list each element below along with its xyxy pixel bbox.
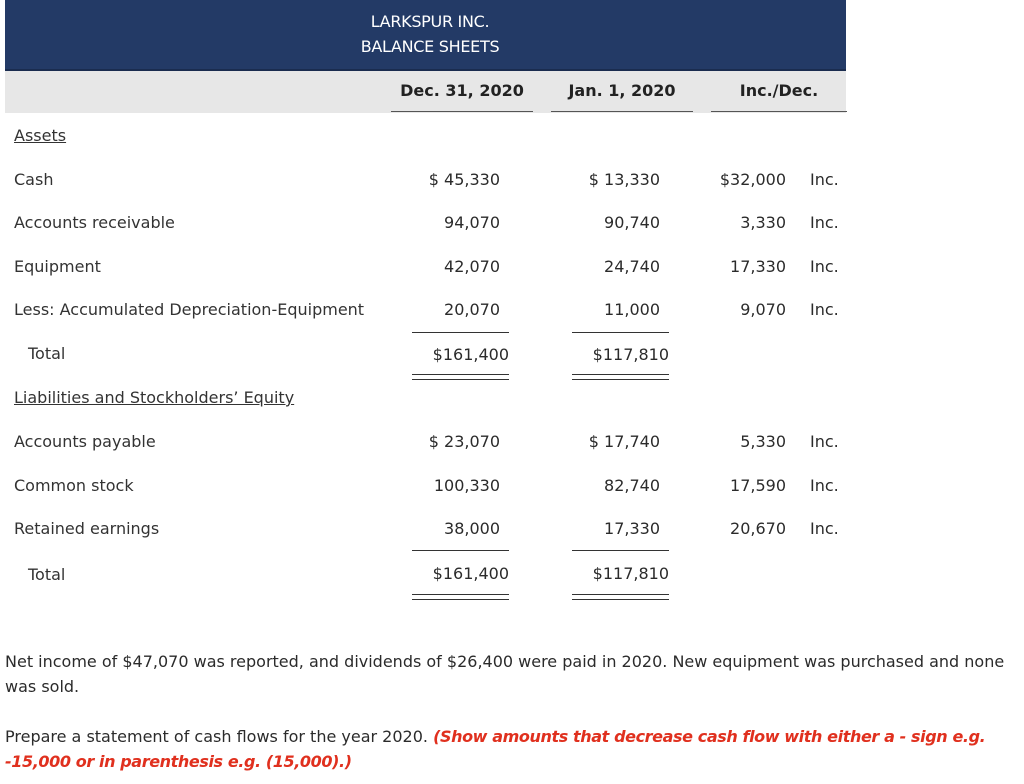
assets-heading: Assets bbox=[14, 126, 67, 145]
jan-1-total: $117,810 bbox=[572, 332, 669, 365]
column-header-jan-1: Jan. 1, 2020 bbox=[551, 71, 693, 112]
double-underline bbox=[412, 374, 509, 380]
change-value: 17,330 bbox=[730, 257, 786, 276]
dec-31-value: 100,330 bbox=[433, 476, 500, 495]
change-value: 3,330 bbox=[740, 213, 786, 232]
dec-31-value: 42,070 bbox=[444, 257, 500, 276]
jan-1-value: 24,740 bbox=[604, 257, 660, 276]
row-label: Equipment bbox=[14, 257, 101, 276]
change-value: $32,000 bbox=[719, 170, 786, 189]
jan-1-value: 90,740 bbox=[604, 213, 660, 232]
row-label: Less: Accumulated Depreciation-Equipment bbox=[14, 300, 365, 319]
total-label: Total bbox=[28, 344, 66, 363]
change-value: 5,330 bbox=[740, 432, 786, 451]
dec-31-value: 38,000 bbox=[444, 519, 500, 538]
liabilities-heading: Liabilities and Stockholders’ Equity bbox=[14, 388, 295, 407]
double-underline bbox=[572, 594, 669, 600]
column-header-dec-31: Dec. 31, 2020 bbox=[391, 71, 533, 112]
balance-sheet-banner bbox=[5, 0, 846, 71]
row-label: Cash bbox=[14, 170, 54, 189]
jan-1-value: $ 13,330 bbox=[588, 170, 660, 189]
dec-31-total: $161,400 bbox=[412, 550, 509, 584]
company-name: LARKSPUR INC. bbox=[370, 12, 490, 31]
double-underline bbox=[572, 374, 669, 380]
problem-note: Net income of $47,070 was reported, and dividends of $26,400 were paid in 2020. New equipment was purchased and none was sold. bbox=[5, 652, 1005, 696]
change-direction: Inc. bbox=[810, 476, 839, 495]
row-label: Accounts receivable bbox=[14, 213, 175, 232]
change-direction: Inc. bbox=[810, 257, 839, 276]
dec-31-value: $ 23,070 bbox=[428, 432, 500, 451]
change-direction: Inc. bbox=[810, 300, 839, 319]
change-direction: Inc. bbox=[810, 213, 839, 232]
dec-31-value: 94,070 bbox=[444, 213, 500, 232]
change-value: 20,670 bbox=[730, 519, 786, 538]
total-label: Total bbox=[28, 565, 66, 584]
instruction bbox=[5, 724, 1020, 774]
dec-31-value: 20,070 bbox=[444, 300, 500, 319]
dec-31-value: $ 45,330 bbox=[428, 170, 500, 189]
jan-1-value: 11,000 bbox=[604, 300, 660, 319]
instruction-text: Prepare a statement of cash flows for the year 2020. bbox=[5, 727, 428, 746]
change-direction: Inc. bbox=[810, 170, 839, 189]
jan-1-value: 82,740 bbox=[604, 476, 660, 495]
row-label: Accounts payable bbox=[14, 432, 156, 451]
instruction-hint: (Show amounts that decrease cash flow with either a - sign e.g. -15,000 or in parenthesis e.g. (15,000).) bbox=[5, 727, 986, 771]
column-header-bar bbox=[5, 71, 846, 113]
jan-1-value: $ 17,740 bbox=[588, 432, 660, 451]
statement-title: BALANCE SHEETS bbox=[360, 37, 500, 56]
double-underline bbox=[412, 594, 509, 600]
change-direction: Inc. bbox=[810, 519, 839, 538]
column-header-inc-dec: Inc./Dec. bbox=[711, 71, 847, 112]
row-label: Common stock bbox=[14, 476, 134, 495]
change-direction: Inc. bbox=[810, 432, 839, 451]
jan-1-value: 17,330 bbox=[604, 519, 660, 538]
change-value: 17,590 bbox=[730, 476, 786, 495]
change-value: 9,070 bbox=[740, 300, 786, 319]
row-label: Retained earnings bbox=[14, 519, 160, 538]
jan-1-total: $117,810 bbox=[572, 550, 669, 584]
dec-31-total: $161,400 bbox=[412, 332, 509, 365]
